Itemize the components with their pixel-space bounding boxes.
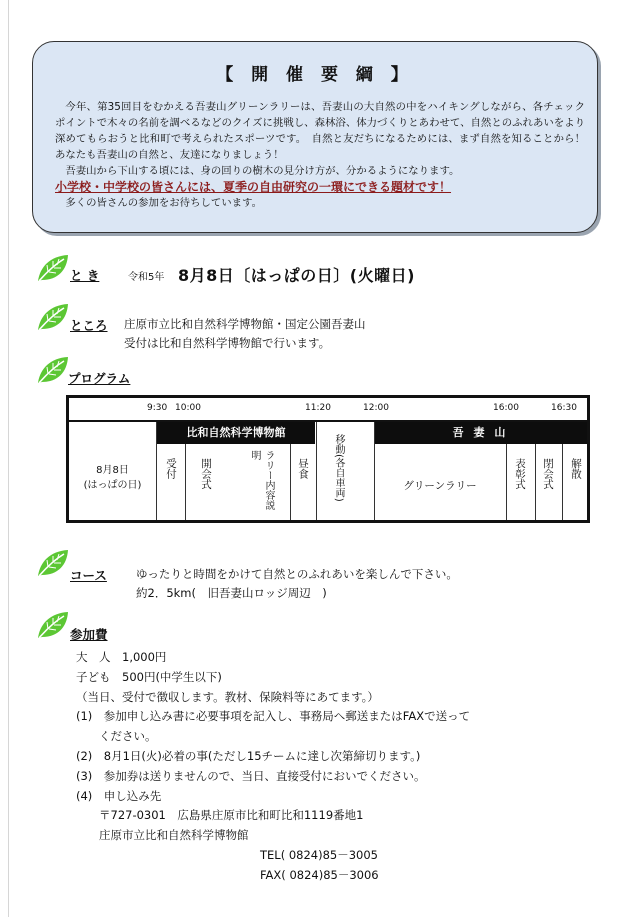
tokoro-line2: 受付は比和自然科学博物館で行います。	[124, 336, 331, 350]
fee-line: (2) 8月1日(火)必着の事(ただし15チームに達し次第締切ります。)	[76, 748, 421, 763]
item-awards: 表彰式	[514, 458, 526, 490]
toki-era: 令和5年	[128, 272, 165, 283]
table-divider	[535, 444, 536, 520]
page-margin-line	[8, 0, 9, 917]
table-divider	[562, 444, 563, 520]
leaf-icon	[36, 302, 70, 332]
intro-paragraph: 今年、第35回目をむかえる吾妻山グリーンラリーは、吾妻山の大自然の中をハイキングしながら、各チェックポイントで木々の名前を調べるなどのクイズに挑戦し、森林浴、体力づくりとあわせて、自然とのふれあいをより深めてもらおうと比和町で考えられたスポーツです。 自然と友だちになるためには、まず自然を知ることから！ あなたも吾妻山の自然と、友達になりましょう！	[55, 101, 596, 161]
course-line1: ゆったりと時間をかけて自然とのふれあいを楽しんで下さい。	[136, 567, 458, 581]
fee-line: (4) 申し込み先	[76, 788, 162, 803]
venue-museum: 比和自然科学博物館	[157, 422, 315, 444]
leaf-icon	[36, 355, 70, 385]
venue-azumayama: 吾 妻 山	[374, 422, 587, 444]
section-label-tokoro: ところ	[70, 318, 108, 333]
closing-text: 多くの皆さんの参加をお待ちしています。	[65, 197, 262, 209]
fee-line: 大 人 1,000円	[76, 650, 167, 664]
program-table	[66, 395, 590, 523]
section-label-toki: と き	[70, 268, 100, 283]
intro-text	[55, 99, 596, 211]
time-tick: 16:00	[493, 403, 519, 413]
table-divider	[506, 444, 507, 520]
table-divider	[185, 444, 186, 520]
item-lunch: 昼食	[297, 458, 309, 479]
item-green-rally: グリーンラリー	[403, 480, 477, 492]
page-title: 【 開 催 要 綱 】	[216, 65, 414, 85]
table-divider	[374, 422, 375, 520]
fee-line: 〒727-0301 広島県庄原市比和町比和1119番地1	[76, 808, 364, 823]
leaf-icon	[36, 610, 70, 640]
item-transfer: 移動(各自車両)	[333, 434, 344, 502]
fee-line: FAX( 0824)85－3006	[76, 867, 379, 882]
section-label-program: プログラム	[68, 371, 131, 386]
fee-line: ください。	[76, 729, 157, 744]
course-line2: 約2．5km( 旧吾妻山ロッジ周辺 )	[136, 586, 327, 600]
time-tick: 16:30	[551, 403, 577, 413]
section-label-course: コース	[70, 568, 107, 583]
summary-box	[32, 41, 598, 233]
fee-line: (3) 参加券は送りませんので、当日、直接受付においでください。	[76, 768, 426, 783]
fee-line: 子ども 500円(中学生以下)	[76, 669, 222, 684]
leaf-icon	[36, 548, 70, 578]
item-dismissal: 解散	[570, 458, 582, 479]
intro-paragraph: 吾妻山から下山する頃には、身の回りの樹木の見分け方が、分かるようになります。	[65, 165, 460, 177]
item-opening: 開会式	[200, 458, 212, 490]
highlight-text: 小学校・中学校の皆さんには、夏季の自由研究の一環にできる題材です！	[55, 180, 452, 194]
item-reception: 受付	[165, 458, 177, 479]
time-tick: 10:00	[175, 403, 201, 413]
item-closing: 閉会式	[542, 458, 554, 490]
program-date: 8月8日 (はっぱの日)	[83, 465, 142, 491]
section-label-fee: 参加費	[70, 627, 108, 642]
table-divider	[290, 444, 291, 520]
time-tick: 9:30	[147, 403, 168, 413]
table-divider	[316, 422, 317, 520]
item-rally-explanation: ラリー内容説明	[249, 450, 274, 510]
time-tick: 11:20	[305, 403, 331, 413]
leaf-icon	[36, 253, 70, 283]
toki-date: 8月8日〔はっぱの日〕(火曜日)	[178, 266, 415, 285]
fee-line: (1) 参加申し込み書に必要事項を記入し、事務局へ郵送またはFAXで送って	[76, 709, 471, 724]
table-divider	[156, 422, 157, 520]
fee-line: TEL( 0824)85－3005	[76, 847, 378, 862]
fee-line: （当日、受付で徴収します。教材、保険料等にあてます。）	[76, 689, 379, 704]
time-tick: 12:00	[363, 403, 389, 413]
fee-line: 庄原市立比和自然科学博物館	[76, 828, 249, 843]
tokoro-line1: 庄原市立比和自然科学博物館・国定公園吾妻山	[124, 317, 366, 331]
fee-details	[76, 648, 470, 886]
